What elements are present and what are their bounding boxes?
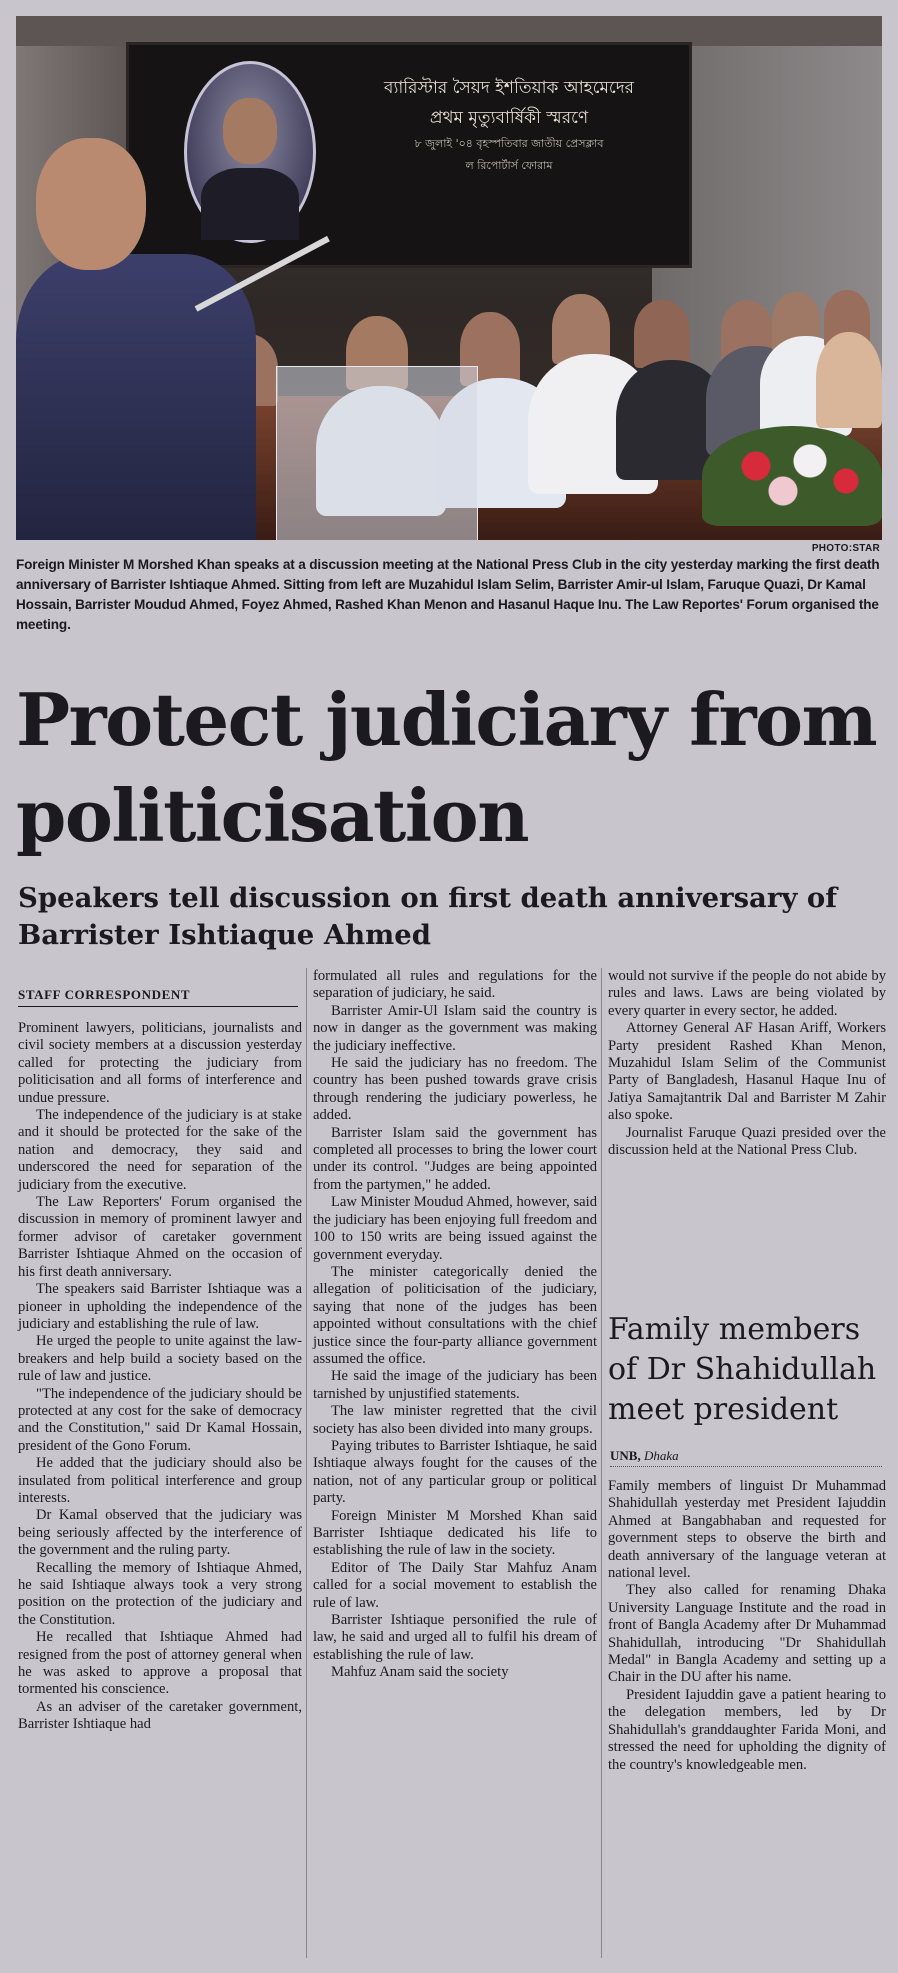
article-paragraph: As an adviser of the caretaker government, Barrister Ishtiaque had: [18, 1698, 302, 1733]
sidebar-byline-agency: UNB,: [610, 1448, 641, 1463]
article-byline: STAFF CORRESPONDENT: [18, 987, 191, 1002]
speaker-head: [36, 138, 146, 270]
article-column-1: [18, 1020, 302, 1734]
article-paragraph: Family members of linguist Dr Muhammad Shahidullah yesterday met President Iajuddin Ahmed at Bangabhaban and requested for government steps to observe the birth and death anniversary of the language veteran at national level.: [608, 1478, 886, 1582]
article-subhead: Speakers tell discussion on first death anniversary of Barrister Ishtiaque Ahmed: [18, 882, 838, 951]
sidebar-column: [608, 1478, 886, 1774]
article-paragraph: He recalled that Ishtiaque Ahmed had resigned from the post of attorney general when he was asked to approve a proposal that tormented his conscience.: [18, 1629, 302, 1698]
sidebar-byline-rule: [610, 1466, 882, 1467]
article-paragraph: He added that the judiciary should also be insulated from political interference and group interests.: [18, 1455, 302, 1506]
memorial-banner: [126, 42, 692, 268]
article-paragraph: Barrister Ishtiaque personified the rule of law, he said and urged all to fulfil his dream of establishing the rule of law.: [313, 1612, 597, 1663]
sidebar-byline: [610, 1448, 679, 1464]
article-paragraph: The law minister regretted that the civil society has also been divided into many groups.: [313, 1403, 597, 1437]
banner-line-4: ল রিপোর্টার্স ফোরাম: [465, 159, 553, 172]
sidebar-byline-place: Dhaka: [643, 1448, 679, 1463]
article-headline: Protect judiciary from politicisation: [16, 677, 877, 858]
article-paragraph: He urged the people to unite against the law-breakers and help build a society based on the rule of law and justice.: [18, 1333, 302, 1385]
article-paragraph: Journalist Faruque Quazi presided over the discussion held at the National Press Club.: [608, 1124, 886, 1159]
article-paragraph: Recalling the memory of Ishtiaque Ahmed, he said Ishtiaque always took a very strong position on the protection of the judiciary and the Constitution.: [18, 1559, 302, 1628]
article-paragraph: Barrister Islam said the government has completed all processes to bring the lower court under its control. "Judges are being appointed from the partymen," he added.: [313, 1124, 597, 1193]
portrait-suit: [201, 168, 299, 240]
panelist: [634, 300, 690, 368]
article-paragraph: The independence of the judiciary is at stake and it should be protected for the sake of the nation and democracy, they said and underscored the need for separation of the judiciary from the executive.: [18, 1107, 302, 1193]
article-column-3: [608, 968, 886, 1159]
article-paragraph: Attorney General AF Hasan Ariff, Workers Party president Rashed Khan Menon, Muzahidul Islam Selim of the Communist Party of Bangladesh, Hasanul Haque Inu of Jatiya Samajtantrik Dal and Barrister M Zahir also spoke.: [608, 1020, 886, 1124]
article-paragraph: Barrister Amir-Ul Islam said the country is now in danger as the government was making the judiciary ineffective.: [313, 1002, 597, 1054]
news-photo: [16, 16, 882, 540]
article-paragraph: President Iajuddin gave a patient hearing to the delegation members, led by Dr Shahidullah's granddaughter Farida Moni, and stressed the need for upholding the dignity of the country's knowledgeable men.: [608, 1686, 886, 1773]
photo-caption: Foreign Minister M Morshed Khan speaks at a discussion meeting at the National Press Club in the city yesterday marking the first death anniversary of Barrister Ishtiaque Ahmed. Sitting from left are Muzahidul Islam Selim, Barrister Amir-ul Islam, Faruque Quazi, Dr Kamal Hossain, Barrister Moudud Ahmed, Foyez Ahmed, Rashed Khan Menon and Hasanul Haque Inu. The Law Reportes' Forum organised the meeting.: [16, 557, 880, 632]
banner-line-3: ৮ জুলাই '০৪ বৃহস্পতিবার জাতীয় প্রেসক্লাব: [414, 137, 604, 150]
article-column-2: [313, 968, 597, 1682]
article-paragraph: Law Minister Moudud Ahmed, however, said the judiciary has been enjoying full freedom and 100 to 150 writs are being issued against the government everyday.: [313, 1194, 597, 1263]
byline-rule: [18, 1006, 298, 1007]
banner-line-2: প্রথম মৃত্যুবার্ষিকী স্মরণে: [429, 108, 589, 128]
article-paragraph: formulated all rules and regulations for the separation of judiciary, he said.: [313, 968, 597, 1002]
sidebar-headline: Family members of Dr Shahidullah meet president: [608, 1312, 877, 1427]
photo-credit: PHOTO:STAR: [811, 543, 880, 554]
article-paragraph: Paying tributes to Barrister Ishtiaque, he said Ishtiaque always fought for the causes of the nation, not of any particular group or political party.: [313, 1437, 597, 1507]
article-paragraph: Dr Kamal observed that the judiciary was being seriously affected by the interference of the government and the ruling party.: [18, 1507, 302, 1559]
article-paragraph: Foreign Minister M Morshed Khan said Barrister Ishtiaque dedicated his life to establishing the rule of law in the society.: [313, 1507, 597, 1559]
article-paragraph: The Law Reporters' Forum organised the discussion in memory of prominent lawyer and former advisor of caretaker government Barrister Ishtiaque Ahmed on the occasion of his first death anniversary.: [18, 1194, 302, 1280]
banner-text: [349, 73, 669, 177]
flower-arrangement: [702, 426, 882, 526]
lectern: [276, 366, 478, 540]
panelist: [816, 332, 882, 428]
article-paragraph: The speakers said Barrister Ishtiaque was a pioneer in upholding the independence of the judiciary and establishing the rule of law.: [18, 1281, 302, 1332]
banner-line-1: ব্যারিস্টার সৈয়দ ইশতিয়াক আহমেদের: [383, 78, 634, 98]
article-paragraph: He said the judiciary has no freedom. The country has been pushed towards grave crisis through rendering the judiciary powerless, he added.: [313, 1055, 597, 1124]
column-divider: [306, 968, 307, 1958]
article-paragraph: Editor of The Daily Star Mahfuz Anam called for a social movement to establish the rule of law.: [313, 1559, 597, 1611]
portrait-image: [184, 61, 316, 243]
article-paragraph: He said the image of the judiciary has been tarnished by unjustified statements.: [313, 1368, 597, 1402]
article-paragraph: Mahfuz Anam said the society: [331, 1664, 509, 1681]
column-divider: [601, 968, 602, 1958]
article-paragraph: They also called for renaming Dhaka University Language Institute and the road in front of Bangla Academy after Dr Muhammad Shahidullah, introducing "Dr Shahidullah Medal" in Bangla Academy and setting up a Chair in the DU after his name.: [608, 1582, 886, 1686]
article-paragraph: Prominent lawyers, politicians, journalists and civil society members at a discussion yesterday called for protecting the judiciary from politicisation and all forms of interference and undue pressure.: [18, 1020, 302, 1106]
article-paragraph: "The independence of the judiciary should be protected at any cost for the sake of democracy and the Constitution," said Dr Kamal Hossain, president of the Gono Forum.: [18, 1385, 302, 1454]
portrait-head: [223, 98, 277, 164]
article-paragraph: The minister categorically denied the allegation of politicisation of the judiciary, saying that none of the judges has been appointed without consultations with the chief justice since the four-party alliance government assumed the office.: [313, 1263, 597, 1367]
article-paragraph: would not survive if the people do not abide by rules and laws. Laws are being violated by every quarter in every sector, he added.: [608, 968, 886, 1019]
